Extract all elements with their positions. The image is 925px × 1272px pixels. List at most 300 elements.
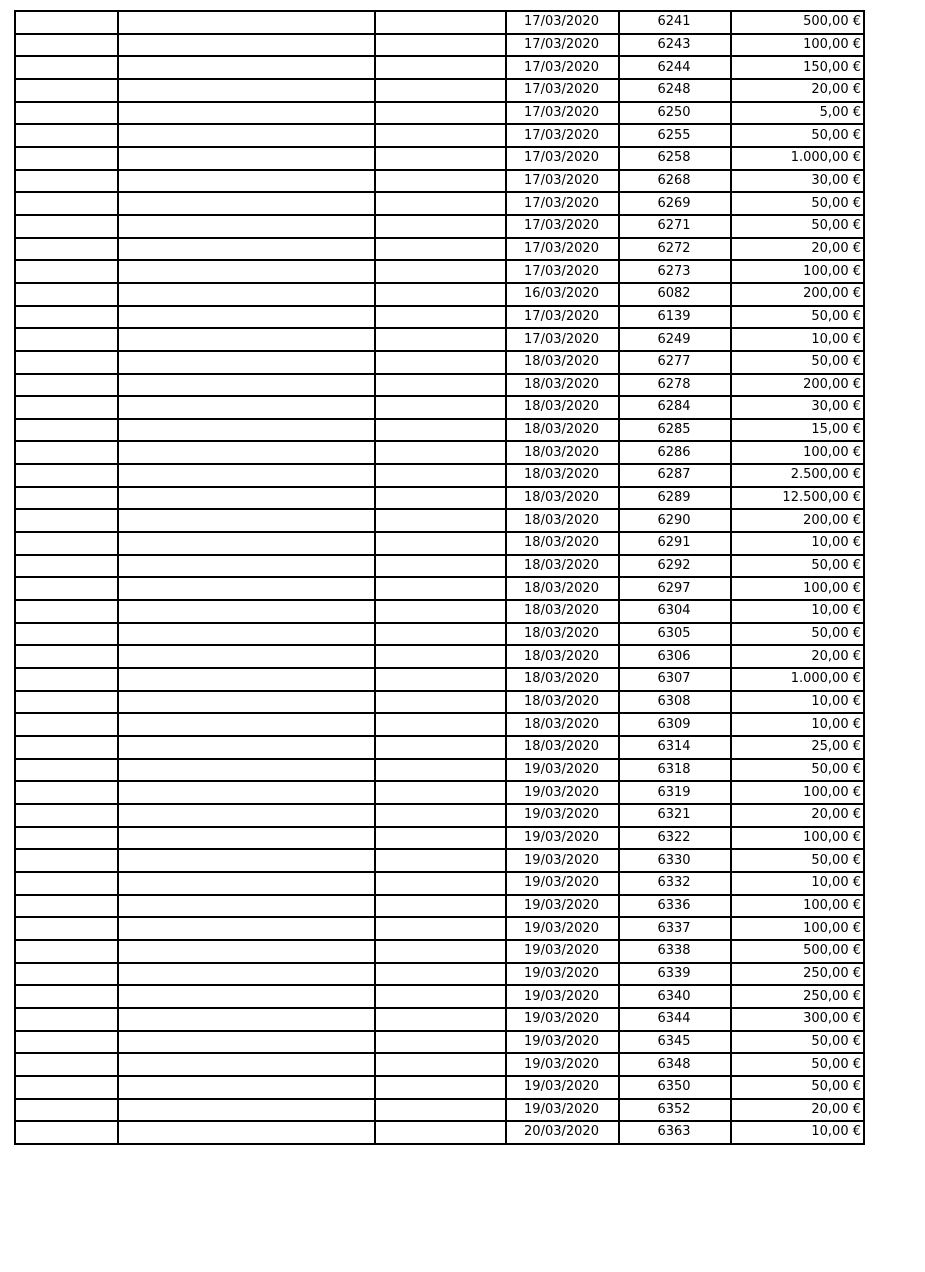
table-row bbox=[15, 509, 864, 532]
empty-cell-b bbox=[118, 1008, 375, 1031]
date-cell: 18/03/2020 bbox=[506, 555, 619, 578]
number-cell: 6278 bbox=[619, 374, 731, 397]
table-row bbox=[15, 781, 864, 804]
table-row bbox=[15, 487, 864, 510]
empty-cell-a bbox=[15, 691, 118, 714]
amount-cell: 100,00 € bbox=[731, 441, 864, 464]
empty-cell-c bbox=[375, 895, 506, 918]
table-row bbox=[15, 963, 864, 986]
empty-cell-b bbox=[118, 124, 375, 147]
empty-cell-b bbox=[118, 509, 375, 532]
table-row bbox=[15, 940, 864, 963]
amount-cell: 1.000,00 € bbox=[731, 147, 864, 170]
table-row bbox=[15, 555, 864, 578]
empty-cell-c bbox=[375, 668, 506, 691]
amount-cell: 50,00 € bbox=[731, 306, 864, 329]
amount-cell: 100,00 € bbox=[731, 577, 864, 600]
table-row bbox=[15, 1008, 864, 1031]
table-row bbox=[15, 827, 864, 850]
amount-cell: 50,00 € bbox=[731, 215, 864, 238]
number-cell: 6350 bbox=[619, 1076, 731, 1099]
date-cell: 18/03/2020 bbox=[506, 464, 619, 487]
amount-cell: 250,00 € bbox=[731, 985, 864, 1008]
empty-cell-c bbox=[375, 215, 506, 238]
empty-cell-a bbox=[15, 1053, 118, 1076]
empty-cell-c bbox=[375, 487, 506, 510]
empty-cell-c bbox=[375, 11, 506, 34]
table-row bbox=[15, 600, 864, 623]
amount-cell: 1.000,00 € bbox=[731, 668, 864, 691]
number-cell: 6306 bbox=[619, 645, 731, 668]
amount-cell: 10,00 € bbox=[731, 600, 864, 623]
empty-cell-a bbox=[15, 668, 118, 691]
amount-cell: 200,00 € bbox=[731, 509, 864, 532]
table-row bbox=[15, 577, 864, 600]
empty-cell-b bbox=[118, 532, 375, 555]
empty-cell-c bbox=[375, 1076, 506, 1099]
empty-cell-a bbox=[15, 827, 118, 850]
empty-cell-b bbox=[118, 781, 375, 804]
empty-cell-c bbox=[375, 804, 506, 827]
empty-cell-a bbox=[15, 419, 118, 442]
amount-cell: 20,00 € bbox=[731, 804, 864, 827]
date-cell: 18/03/2020 bbox=[506, 600, 619, 623]
empty-cell-b bbox=[118, 759, 375, 782]
number-cell: 6255 bbox=[619, 124, 731, 147]
number-cell: 6289 bbox=[619, 487, 731, 510]
date-cell: 18/03/2020 bbox=[506, 351, 619, 374]
table-row bbox=[15, 1121, 864, 1144]
amount-cell: 100,00 € bbox=[731, 34, 864, 57]
table-row bbox=[15, 917, 864, 940]
empty-cell-b bbox=[118, 600, 375, 623]
table-row bbox=[15, 736, 864, 759]
amount-cell: 10,00 € bbox=[731, 532, 864, 555]
table-row bbox=[15, 374, 864, 397]
empty-cell-a bbox=[15, 56, 118, 79]
table-row bbox=[15, 1031, 864, 1054]
amount-cell: 5,00 € bbox=[731, 102, 864, 125]
empty-cell-c bbox=[375, 532, 506, 555]
number-cell: 6348 bbox=[619, 1053, 731, 1076]
date-cell: 17/03/2020 bbox=[506, 11, 619, 34]
number-cell: 6249 bbox=[619, 328, 731, 351]
table-row bbox=[15, 804, 864, 827]
amount-cell: 500,00 € bbox=[731, 11, 864, 34]
empty-cell-b bbox=[118, 623, 375, 646]
empty-cell-c bbox=[375, 1031, 506, 1054]
empty-cell-a bbox=[15, 328, 118, 351]
number-cell: 6307 bbox=[619, 668, 731, 691]
number-cell: 6297 bbox=[619, 577, 731, 600]
date-cell: 19/03/2020 bbox=[506, 940, 619, 963]
number-cell: 6277 bbox=[619, 351, 731, 374]
empty-cell-b bbox=[118, 283, 375, 306]
amount-cell: 50,00 € bbox=[731, 555, 864, 578]
empty-cell-b bbox=[118, 306, 375, 329]
amount-cell: 50,00 € bbox=[731, 1076, 864, 1099]
table-row bbox=[15, 56, 864, 79]
empty-cell-a bbox=[15, 351, 118, 374]
number-cell: 6250 bbox=[619, 102, 731, 125]
number-cell: 6304 bbox=[619, 600, 731, 623]
table-row bbox=[15, 1053, 864, 1076]
empty-cell-b bbox=[118, 79, 375, 102]
amount-cell: 30,00 € bbox=[731, 396, 864, 419]
empty-cell-a bbox=[15, 759, 118, 782]
date-cell: 19/03/2020 bbox=[506, 781, 619, 804]
table-row bbox=[15, 985, 864, 1008]
empty-cell-a bbox=[15, 1121, 118, 1144]
number-cell: 6337 bbox=[619, 917, 731, 940]
empty-cell-b bbox=[118, 1099, 375, 1122]
empty-cell-b bbox=[118, 11, 375, 34]
table-row bbox=[15, 419, 864, 442]
number-cell: 6291 bbox=[619, 532, 731, 555]
amount-cell: 50,00 € bbox=[731, 1031, 864, 1054]
date-cell: 18/03/2020 bbox=[506, 668, 619, 691]
empty-cell-c bbox=[375, 306, 506, 329]
amount-cell: 50,00 € bbox=[731, 759, 864, 782]
empty-cell-c bbox=[375, 577, 506, 600]
date-cell: 18/03/2020 bbox=[506, 441, 619, 464]
number-cell: 6318 bbox=[619, 759, 731, 782]
amount-cell: 20,00 € bbox=[731, 1099, 864, 1122]
empty-cell-c bbox=[375, 283, 506, 306]
empty-cell-a bbox=[15, 215, 118, 238]
date-cell: 17/03/2020 bbox=[506, 147, 619, 170]
table-row bbox=[15, 34, 864, 57]
empty-cell-c bbox=[375, 736, 506, 759]
number-cell: 6273 bbox=[619, 260, 731, 283]
amount-cell: 250,00 € bbox=[731, 963, 864, 986]
empty-cell-a bbox=[15, 600, 118, 623]
empty-cell-b bbox=[118, 827, 375, 850]
table-row bbox=[15, 532, 864, 555]
number-cell: 6314 bbox=[619, 736, 731, 759]
empty-cell-c bbox=[375, 147, 506, 170]
number-cell: 6338 bbox=[619, 940, 731, 963]
amount-cell: 50,00 € bbox=[731, 192, 864, 215]
table-row bbox=[15, 351, 864, 374]
empty-cell-a bbox=[15, 283, 118, 306]
table-row bbox=[15, 759, 864, 782]
empty-cell-a bbox=[15, 441, 118, 464]
amount-cell: 20,00 € bbox=[731, 238, 864, 261]
table-row bbox=[15, 238, 864, 261]
amount-cell: 100,00 € bbox=[731, 781, 864, 804]
empty-cell-c bbox=[375, 419, 506, 442]
empty-cell-c bbox=[375, 872, 506, 895]
empty-cell-b bbox=[118, 577, 375, 600]
empty-cell-b bbox=[118, 215, 375, 238]
empty-cell-b bbox=[118, 691, 375, 714]
empty-cell-c bbox=[375, 374, 506, 397]
empty-cell-c bbox=[375, 238, 506, 261]
empty-cell-c bbox=[375, 56, 506, 79]
empty-cell-a bbox=[15, 396, 118, 419]
table-row bbox=[15, 11, 864, 34]
date-cell: 17/03/2020 bbox=[506, 260, 619, 283]
empty-cell-a bbox=[15, 192, 118, 215]
empty-cell-a bbox=[15, 147, 118, 170]
date-cell: 19/03/2020 bbox=[506, 917, 619, 940]
date-cell: 18/03/2020 bbox=[506, 419, 619, 442]
empty-cell-a bbox=[15, 260, 118, 283]
empty-cell-c bbox=[375, 713, 506, 736]
amount-cell: 50,00 € bbox=[731, 124, 864, 147]
amount-cell: 10,00 € bbox=[731, 328, 864, 351]
date-cell: 17/03/2020 bbox=[506, 170, 619, 193]
number-cell: 6292 bbox=[619, 555, 731, 578]
amount-cell: 500,00 € bbox=[731, 940, 864, 963]
empty-cell-c bbox=[375, 124, 506, 147]
amount-cell: 20,00 € bbox=[731, 645, 864, 668]
empty-cell-b bbox=[118, 238, 375, 261]
empty-cell-c bbox=[375, 1053, 506, 1076]
empty-cell-c bbox=[375, 102, 506, 125]
empty-cell-a bbox=[15, 1031, 118, 1054]
empty-cell-c bbox=[375, 917, 506, 940]
empty-cell-c bbox=[375, 827, 506, 850]
date-cell: 19/03/2020 bbox=[506, 895, 619, 918]
empty-cell-b bbox=[118, 464, 375, 487]
empty-cell-c bbox=[375, 623, 506, 646]
table-row bbox=[15, 464, 864, 487]
number-cell: 6332 bbox=[619, 872, 731, 895]
empty-cell-b bbox=[118, 170, 375, 193]
date-cell: 20/03/2020 bbox=[506, 1121, 619, 1144]
empty-cell-b bbox=[118, 1053, 375, 1076]
empty-cell-c bbox=[375, 940, 506, 963]
empty-cell-b bbox=[118, 1076, 375, 1099]
date-cell: 19/03/2020 bbox=[506, 963, 619, 986]
date-cell: 18/03/2020 bbox=[506, 396, 619, 419]
number-cell: 6309 bbox=[619, 713, 731, 736]
empty-cell-c bbox=[375, 849, 506, 872]
number-cell: 6082 bbox=[619, 283, 731, 306]
number-cell: 6287 bbox=[619, 464, 731, 487]
empty-cell-c bbox=[375, 328, 506, 351]
empty-cell-a bbox=[15, 577, 118, 600]
amount-cell: 10,00 € bbox=[731, 872, 864, 895]
empty-cell-c bbox=[375, 260, 506, 283]
number-cell: 6344 bbox=[619, 1008, 731, 1031]
date-cell: 18/03/2020 bbox=[506, 509, 619, 532]
table-row bbox=[15, 283, 864, 306]
amount-cell: 30,00 € bbox=[731, 170, 864, 193]
date-cell: 17/03/2020 bbox=[506, 102, 619, 125]
empty-cell-c bbox=[375, 192, 506, 215]
table-row bbox=[15, 306, 864, 329]
date-cell: 18/03/2020 bbox=[506, 577, 619, 600]
date-cell: 18/03/2020 bbox=[506, 532, 619, 555]
amount-cell: 150,00 € bbox=[731, 56, 864, 79]
empty-cell-b bbox=[118, 1121, 375, 1144]
empty-cell-c bbox=[375, 509, 506, 532]
amount-cell: 20,00 € bbox=[731, 79, 864, 102]
empty-cell-b bbox=[118, 555, 375, 578]
amount-cell: 2.500,00 € bbox=[731, 464, 864, 487]
table-row bbox=[15, 192, 864, 215]
amount-cell: 50,00 € bbox=[731, 1053, 864, 1076]
date-cell: 17/03/2020 bbox=[506, 238, 619, 261]
empty-cell-c bbox=[375, 691, 506, 714]
date-cell: 19/03/2020 bbox=[506, 804, 619, 827]
empty-cell-c bbox=[375, 555, 506, 578]
empty-cell-a bbox=[15, 464, 118, 487]
number-cell: 6352 bbox=[619, 1099, 731, 1122]
empty-cell-b bbox=[118, 147, 375, 170]
empty-cell-c bbox=[375, 34, 506, 57]
empty-cell-c bbox=[375, 1008, 506, 1031]
number-cell: 6284 bbox=[619, 396, 731, 419]
table-row bbox=[15, 645, 864, 668]
number-cell: 6243 bbox=[619, 34, 731, 57]
number-cell: 6269 bbox=[619, 192, 731, 215]
table-row bbox=[15, 328, 864, 351]
table-row bbox=[15, 849, 864, 872]
date-cell: 18/03/2020 bbox=[506, 645, 619, 668]
number-cell: 6330 bbox=[619, 849, 731, 872]
empty-cell-a bbox=[15, 555, 118, 578]
date-cell: 18/03/2020 bbox=[506, 487, 619, 510]
empty-cell-b bbox=[118, 713, 375, 736]
table-row bbox=[15, 668, 864, 691]
empty-cell-a bbox=[15, 804, 118, 827]
table-row bbox=[15, 124, 864, 147]
number-cell: 6268 bbox=[619, 170, 731, 193]
date-cell: 16/03/2020 bbox=[506, 283, 619, 306]
empty-cell-c bbox=[375, 79, 506, 102]
amount-cell: 100,00 € bbox=[731, 827, 864, 850]
empty-cell-b bbox=[118, 1031, 375, 1054]
date-cell: 18/03/2020 bbox=[506, 736, 619, 759]
empty-cell-c bbox=[375, 985, 506, 1008]
empty-cell-b bbox=[118, 441, 375, 464]
table-row bbox=[15, 623, 864, 646]
table-row bbox=[15, 1076, 864, 1099]
date-cell: 19/03/2020 bbox=[506, 1031, 619, 1054]
empty-cell-b bbox=[118, 963, 375, 986]
table-row bbox=[15, 1099, 864, 1122]
empty-cell-c bbox=[375, 351, 506, 374]
empty-cell-a bbox=[15, 79, 118, 102]
number-cell: 6363 bbox=[619, 1121, 731, 1144]
date-cell: 19/03/2020 bbox=[506, 872, 619, 895]
empty-cell-b bbox=[118, 56, 375, 79]
table-row bbox=[15, 170, 864, 193]
table-row bbox=[15, 147, 864, 170]
date-cell: 17/03/2020 bbox=[506, 306, 619, 329]
number-cell: 6336 bbox=[619, 895, 731, 918]
date-cell: 17/03/2020 bbox=[506, 215, 619, 238]
date-cell: 19/03/2020 bbox=[506, 1053, 619, 1076]
number-cell: 6339 bbox=[619, 963, 731, 986]
empty-cell-a bbox=[15, 736, 118, 759]
empty-cell-a bbox=[15, 170, 118, 193]
table-row bbox=[15, 441, 864, 464]
empty-cell-b bbox=[118, 849, 375, 872]
empty-cell-a bbox=[15, 985, 118, 1008]
empty-cell-b bbox=[118, 917, 375, 940]
empty-cell-a bbox=[15, 781, 118, 804]
empty-cell-c bbox=[375, 1099, 506, 1122]
table-row bbox=[15, 215, 864, 238]
ledger-table bbox=[14, 10, 865, 1145]
date-cell: 17/03/2020 bbox=[506, 34, 619, 57]
empty-cell-a bbox=[15, 487, 118, 510]
number-cell: 6308 bbox=[619, 691, 731, 714]
number-cell: 6322 bbox=[619, 827, 731, 850]
empty-cell-b bbox=[118, 645, 375, 668]
date-cell: 19/03/2020 bbox=[506, 849, 619, 872]
empty-cell-b bbox=[118, 872, 375, 895]
date-cell: 19/03/2020 bbox=[506, 827, 619, 850]
empty-cell-c bbox=[375, 759, 506, 782]
date-cell: 19/03/2020 bbox=[506, 1099, 619, 1122]
empty-cell-a bbox=[15, 374, 118, 397]
date-cell: 17/03/2020 bbox=[506, 56, 619, 79]
table-row bbox=[15, 79, 864, 102]
empty-cell-b bbox=[118, 487, 375, 510]
amount-cell: 300,00 € bbox=[731, 1008, 864, 1031]
number-cell: 6271 bbox=[619, 215, 731, 238]
empty-cell-c bbox=[375, 441, 506, 464]
empty-cell-b bbox=[118, 34, 375, 57]
number-cell: 6272 bbox=[619, 238, 731, 261]
date-cell: 17/03/2020 bbox=[506, 192, 619, 215]
amount-cell: 12.500,00 € bbox=[731, 487, 864, 510]
table-row bbox=[15, 691, 864, 714]
amount-cell: 10,00 € bbox=[731, 691, 864, 714]
empty-cell-b bbox=[118, 328, 375, 351]
empty-cell-b bbox=[118, 419, 375, 442]
number-cell: 6345 bbox=[619, 1031, 731, 1054]
empty-cell-b bbox=[118, 668, 375, 691]
number-cell: 6248 bbox=[619, 79, 731, 102]
empty-cell-a bbox=[15, 713, 118, 736]
empty-cell-a bbox=[15, 124, 118, 147]
table-row bbox=[15, 260, 864, 283]
number-cell: 6340 bbox=[619, 985, 731, 1008]
table-row bbox=[15, 713, 864, 736]
empty-cell-a bbox=[15, 645, 118, 668]
empty-cell-a bbox=[15, 11, 118, 34]
amount-cell: 200,00 € bbox=[731, 283, 864, 306]
number-cell: 6244 bbox=[619, 56, 731, 79]
date-cell: 19/03/2020 bbox=[506, 1008, 619, 1031]
empty-cell-b bbox=[118, 396, 375, 419]
amount-cell: 15,00 € bbox=[731, 419, 864, 442]
number-cell: 6258 bbox=[619, 147, 731, 170]
empty-cell-b bbox=[118, 940, 375, 963]
date-cell: 19/03/2020 bbox=[506, 985, 619, 1008]
empty-cell-b bbox=[118, 374, 375, 397]
date-cell: 18/03/2020 bbox=[506, 691, 619, 714]
table-row bbox=[15, 872, 864, 895]
empty-cell-a bbox=[15, 532, 118, 555]
empty-cell-b bbox=[118, 260, 375, 283]
empty-cell-a bbox=[15, 895, 118, 918]
ledger-body bbox=[15, 11, 864, 1144]
table-row bbox=[15, 102, 864, 125]
amount-cell: 100,00 € bbox=[731, 917, 864, 940]
empty-cell-a bbox=[15, 940, 118, 963]
amount-cell: 10,00 € bbox=[731, 1121, 864, 1144]
empty-cell-b bbox=[118, 102, 375, 125]
empty-cell-c bbox=[375, 1121, 506, 1144]
